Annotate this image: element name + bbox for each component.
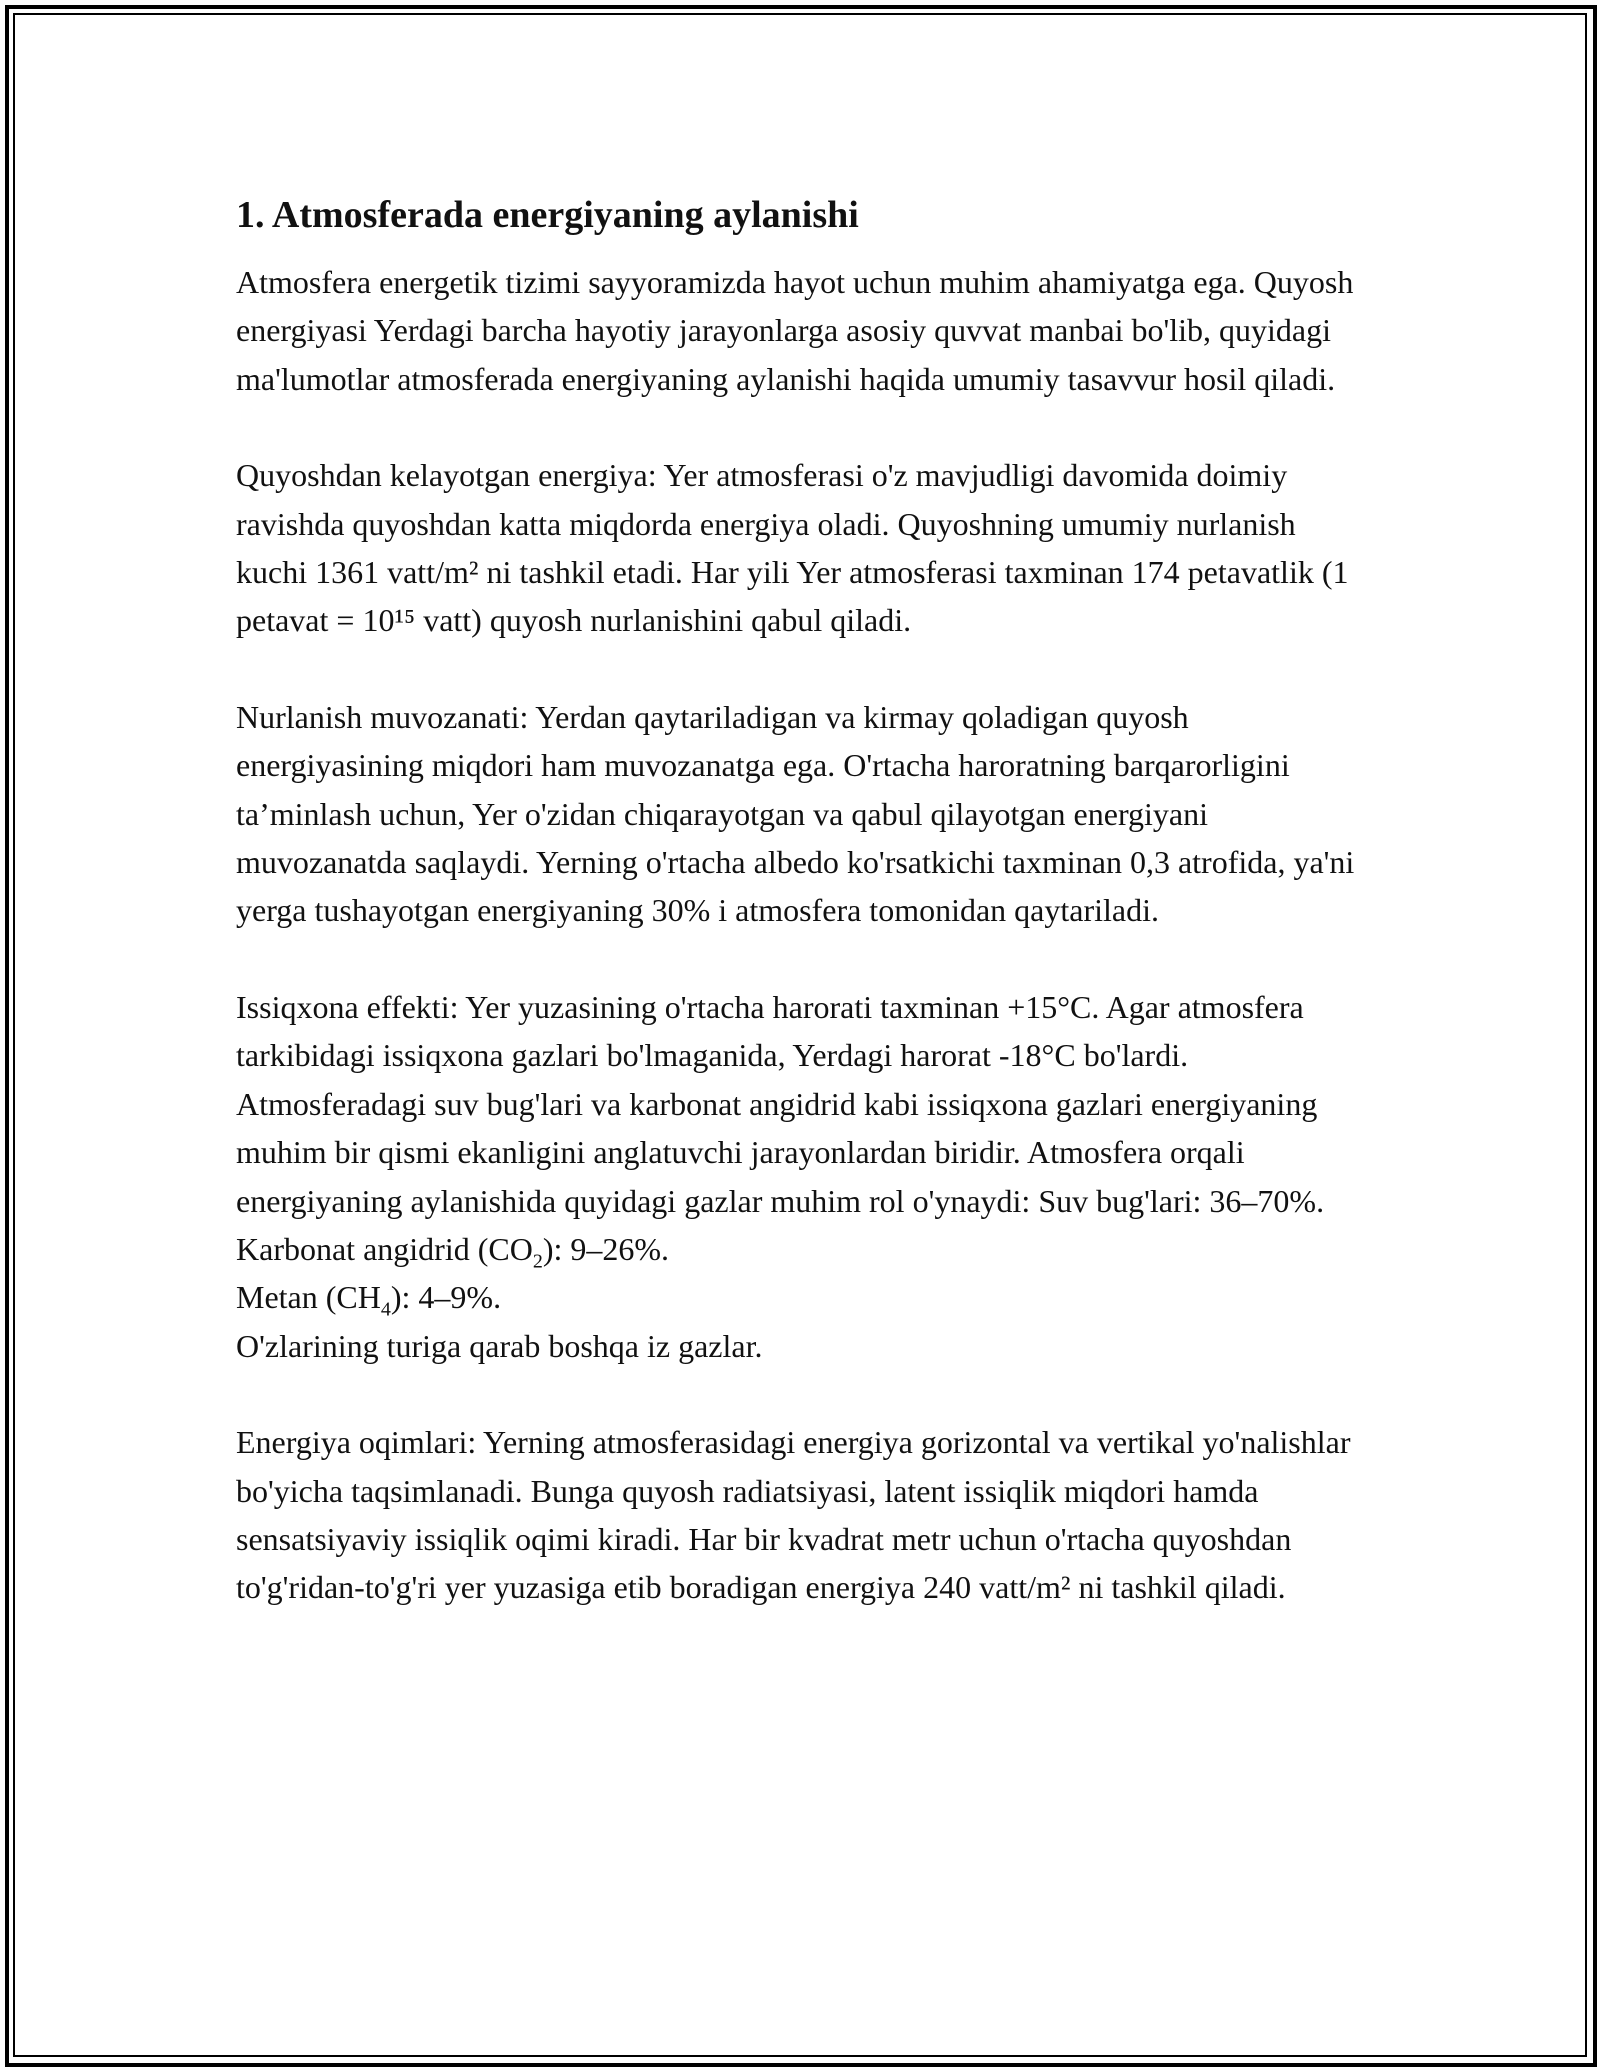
greenhouse-text: Issiqxona effekti: Yer yuzasining o'rtacha harorati taxminan +15°C. Agar atmosfera tarkibidagi issiqxona gazlari bo'lmaganida, Yerdagi harorat -18°C bo'lardi. Atmosferadagi suv bug'lari va karbonat angidrid kabi issiqxona gazlari energiyaning muhim bir qismi ekanligini anglatuvchi jarayonlardan biridir. Atmosfera orqali energiyaning aylanishida quyidagi gazlar muhim rol o'ynaydi: Suv bug'lari: 36–70%.: [236, 988, 1325, 1219]
greenhouse-effect-paragraph: [236, 983, 1366, 1370]
solar-energy-paragraph: Quyoshdan kelayotgan energiya: Yer atmosferasi o'z mavjudligi davomida doimiy ravishda quyoshdan katta miqdorda energiya oladi. Quyoshning umumiy nurlanish kuchi 1361 vatt/m² ni tashkil etadi. Har yili Yer atmosferasi taxminan 174 petavatlik (1 petavat = 10¹⁵ vatt) quyosh nurlanishini qabul qiladi.: [236, 457, 1349, 639]
section-title: 1. Atmosferada energiyaning aylanishi: [236, 194, 859, 236]
gas-co2-line: Karbonat angidrid $(CO_2)$: 9–26%.: [236, 1230, 670, 1273]
energy-flows-paragraph: Energiya oqimlari: Yerning atmosferasidagi energiya gorizontal va vertikal yo'nalishlar bo'yicha taqsimlanadi. Bunga quyosh radiatsiyasi, latent issiqlik miqdori hamda sensatsiyaviy issiqlik oqimi kiradi. Har bir kvadrat metr uchun o'rtacha quyoshdan to'g'ridan-to'g'ri yer yuzasiga etib boradigan energiya 240 vatt/m² ni tashkil qiladi.: [236, 1424, 1351, 1606]
radiation-balance-paragraph: Nurlanish muvozanati: Yerdan qaytariladigan va kirmay qoladigan quyosh energiyasining miqdori ham muvozanatga ega. O'rtacha haroratning barqarorligini ta’minlash uchun, Yer o'zidan chiqarayotgan va qabul qilayotgan energiyani muvozanatda saqlaydi. Yerning o'rtacha albedo ko'rsatkichi taxminan 0,3 atrofida, ya'ni yerga tushayotgan energiyaning 30% i atmosfera tomonidan qaytariladi.: [236, 698, 1355, 929]
intro-paragraph: Atmosfera energetik tizimi sayyoramizda hayot uchun muhim ahamiyatga ega. Quyosh energiyasi Yerdagi barcha hayotiy jarayonlarga asosiy quvvat manbai bo'lib, quyidagi ma'lumotlar atmosferada energiyaning aylanishi haqida umumiy tasavvur hosil qiladi.: [236, 264, 1354, 397]
document-body: [236, 190, 1366, 1660]
gas-ch4-line: Metan $(CH_4)$: 4–9%.: [236, 1279, 502, 1321]
gas-other-line: O'zlarining turiga qarab boshqa iz gazlar.: [236, 1327, 763, 1364]
